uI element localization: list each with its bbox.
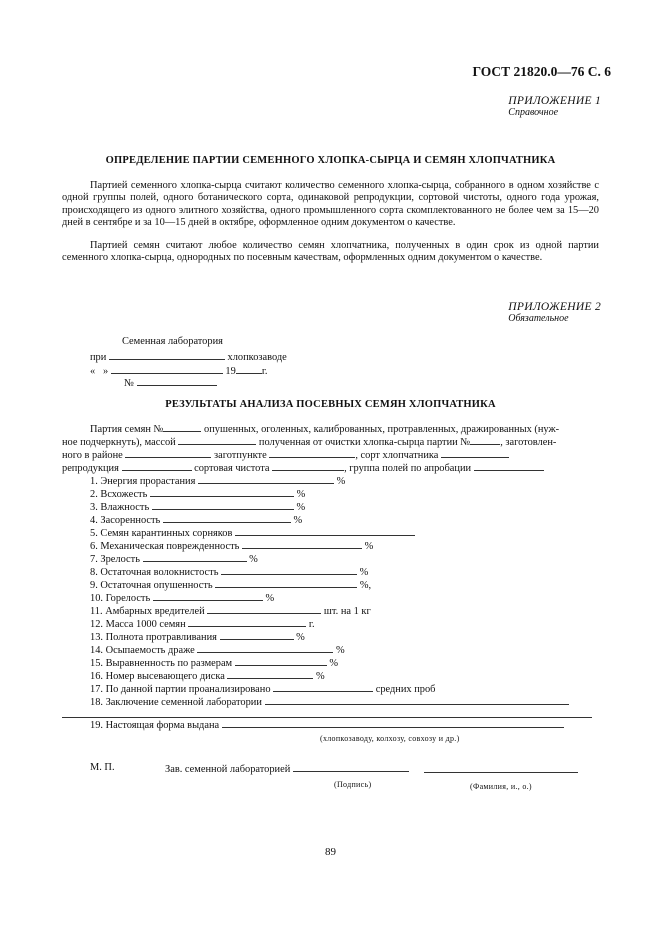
item-label: 9. Остаточная опушенность xyxy=(90,580,213,591)
item-unit: % xyxy=(335,645,345,656)
issued-caption: (хлопкозаводу, колхозу, совхозу и др.) xyxy=(320,734,460,743)
item-label: 16. Номер высевающего диска xyxy=(90,671,225,682)
item-label: 13. Полнота протравливания xyxy=(90,632,217,643)
item-label: 18. Заключение семенной лаборатории xyxy=(90,697,262,708)
item-blank[interactable] xyxy=(227,669,313,679)
item-blank[interactable] xyxy=(153,591,263,601)
item-blank[interactable] xyxy=(152,500,294,510)
item-blank[interactable] xyxy=(143,552,247,562)
batch-no-blank[interactable] xyxy=(163,422,201,432)
head-line xyxy=(165,762,409,775)
item-unit: % xyxy=(359,567,369,578)
station-blank[interactable] xyxy=(269,448,355,458)
lab-at-line xyxy=(90,350,287,363)
item-unit: %, xyxy=(359,580,372,591)
item-unit: % xyxy=(336,476,346,487)
item-unit: % xyxy=(364,541,374,552)
district-blank[interactable] xyxy=(125,448,211,458)
item-13 xyxy=(90,630,305,643)
signature-caption: (Подпись) xyxy=(334,780,372,789)
appendix-2-kind: Обязательное xyxy=(508,313,569,324)
item-label: 2. Всхожесть xyxy=(90,489,148,500)
item-unit: % xyxy=(296,502,306,513)
appendix-1-kind: Справочное xyxy=(508,107,559,118)
item-blank[interactable] xyxy=(235,526,415,536)
item-label: 5. Семян карантинных сорняков xyxy=(90,528,233,539)
date-open: « xyxy=(90,366,96,377)
item-16 xyxy=(90,669,325,682)
item-blank[interactable] xyxy=(273,682,373,692)
lab-number-line xyxy=(124,376,217,389)
item-15 xyxy=(90,656,338,669)
item-label: 11. Амбарных вредителей xyxy=(90,606,205,617)
year-blank[interactable] xyxy=(236,364,262,374)
item-unit: шт. на 1 кг xyxy=(323,606,371,617)
section-2-title: РЕЗУЛЬТАТЫ АНАЛИЗА ПОСЕВНЫХ СЕМЯН ХЛОПЧАТНИКА xyxy=(165,399,496,410)
item-unit: % xyxy=(293,515,303,526)
paragraph-1: Партией семенного хлопка-сырца считают количество семенного хлопка-сырца, собранного в одном хозяйстве с одной группы полей, одного ботанического сорта, одинаковой репродукции, сортовой чистоты, одного года урожая, происходящего из одного элитного хозяйства, одного промышленного сорта скомплектованного не более чем за 15—20 дней в сентябре и за 10—15 дней в октябре, оформленное одним документом о качестве. xyxy=(62,180,599,229)
appendix-1-label: ПРИЛОЖЕНИЕ 1 xyxy=(508,95,601,107)
item-10 xyxy=(90,591,274,604)
item-unit: % xyxy=(249,554,258,565)
lab-factory: хлопкозаводе xyxy=(227,352,287,363)
item-blank[interactable] xyxy=(188,617,306,627)
intro-l3a: ного в районе xyxy=(62,450,123,461)
intro-l3c: , сорт хлопчатника xyxy=(355,450,439,461)
date-blank[interactable] xyxy=(111,364,223,374)
intro-line-4 xyxy=(62,461,544,474)
item-unit: г. xyxy=(308,619,315,630)
item-9 xyxy=(90,578,371,591)
appendix-2 xyxy=(508,301,601,324)
item-label: 10. Горелость xyxy=(90,593,151,604)
item-unit: % xyxy=(316,671,325,682)
item-label: 3. Влажность xyxy=(90,502,150,513)
item-blank[interactable] xyxy=(198,474,334,484)
lab-at: при xyxy=(90,352,107,363)
item-label: 8. Остаточная волокнистость xyxy=(90,567,219,578)
item-label: 4. Засоренность xyxy=(90,515,161,526)
date-close: » xyxy=(103,366,109,377)
item-17 xyxy=(90,682,435,695)
intro-l2b: полученная от очистки хлопка-сырца партии № xyxy=(258,437,471,448)
item-blank[interactable] xyxy=(242,539,362,549)
item-blank[interactable] xyxy=(235,656,327,666)
page-number: 89 xyxy=(325,846,336,858)
item-blank[interactable] xyxy=(215,578,357,588)
item-7 xyxy=(90,552,258,565)
intro-l4c: , группа полей по апробации xyxy=(344,463,472,474)
item-blank[interactable] xyxy=(150,487,294,497)
item-unit: % xyxy=(296,632,305,643)
item-blank[interactable] xyxy=(220,630,294,640)
signature-blank[interactable] xyxy=(293,762,409,772)
item-14 xyxy=(90,643,345,656)
item-label: 7. Зрелость xyxy=(90,554,140,565)
year-suffix: г. xyxy=(261,366,268,377)
item-label: 1. Энергия прорастания xyxy=(90,476,196,487)
item-label: 14. Осыпаемость драже xyxy=(90,645,195,656)
item-18 xyxy=(90,695,569,708)
number-blank[interactable] xyxy=(137,376,217,386)
item-blank[interactable] xyxy=(163,513,291,523)
standard-header: ГОСТ 21820.0—76 С. 6 xyxy=(472,64,611,79)
intro-line-3 xyxy=(62,448,509,461)
reproduction-blank[interactable] xyxy=(122,461,192,471)
item-2 xyxy=(90,487,305,500)
appendix-2-label: ПРИЛОЖЕНИЕ 2 xyxy=(508,301,601,313)
item-label: 17. По данной партии проанализировано xyxy=(90,684,271,695)
field-group-blank[interactable] xyxy=(474,461,544,471)
item-4 xyxy=(90,513,302,526)
appendix-1 xyxy=(508,95,601,118)
intro-l2c: , заготовлен- xyxy=(500,437,557,448)
item-label: 12. Масса 1000 семян xyxy=(90,619,186,630)
item-blank[interactable] xyxy=(222,718,564,728)
item-label: 19. Настоящая форма выдана xyxy=(90,720,220,731)
item-19 xyxy=(90,718,564,731)
item-8 xyxy=(90,565,368,578)
item-unit: % xyxy=(265,593,275,604)
item-blank[interactable] xyxy=(265,695,569,705)
item-blank[interactable] xyxy=(221,565,357,575)
year-prefix: 19 xyxy=(225,366,236,377)
item-blank[interactable] xyxy=(207,604,321,614)
lab-name: Семенная лаборатория xyxy=(122,336,223,347)
item-3 xyxy=(90,500,305,513)
item-label: 15. Выравненность по размерам xyxy=(90,658,233,669)
intro-line-2 xyxy=(62,435,556,448)
item-unit: средних проб xyxy=(375,684,436,695)
intro-l2a: ное подчеркнуть), массой xyxy=(62,437,176,448)
intro-l1b: опушенных, оголенных, калиброванных, протравленных, дражированных (нуж- xyxy=(204,424,560,435)
mass-blank[interactable] xyxy=(178,435,256,445)
intro-l4a: репродукция xyxy=(62,463,119,474)
name-caption: (Фамилия, и., о.) xyxy=(470,782,532,791)
variety-blank[interactable] xyxy=(441,448,509,458)
section-1-title: ОПРЕДЕЛЕНИЕ ПАРТИИ СЕМЕННОГО ХЛОПКА-СЫРЦА И СЕМЯН ХЛОПЧАТНИКА xyxy=(105,155,556,166)
factory-blank[interactable] xyxy=(109,350,225,360)
item-unit: % xyxy=(296,489,306,500)
intro-l4b: сортовая чистота xyxy=(194,463,270,474)
item-unit: % xyxy=(329,658,339,669)
intro-l3b: заготпункте xyxy=(214,450,267,461)
item-12 xyxy=(90,617,315,630)
item-label: 6. Механическая поврежденность xyxy=(90,541,240,552)
name-line[interactable] xyxy=(424,772,578,773)
stamp-mark: М. П. xyxy=(90,762,115,773)
raw-batch-blank[interactable] xyxy=(470,435,500,445)
lab-number: № xyxy=(124,378,134,389)
item-6 xyxy=(90,539,373,552)
item-11 xyxy=(90,604,371,617)
head-label: Зав. семенной лабораторией xyxy=(165,764,291,775)
intro-l1a: Партия семян № xyxy=(90,424,164,435)
item-blank[interactable] xyxy=(197,643,333,653)
item-5 xyxy=(90,526,415,539)
item-1 xyxy=(90,474,345,487)
intro-line-1 xyxy=(90,422,559,435)
paragraph-2: Партией семян считают любое количество семян хлопчатника, полученных в один срок из одной партии семенного хлопка-сырца, однородных по посевным качествам, оформленных одним документом о качестве. xyxy=(62,240,599,264)
purity-blank[interactable] xyxy=(272,461,344,471)
